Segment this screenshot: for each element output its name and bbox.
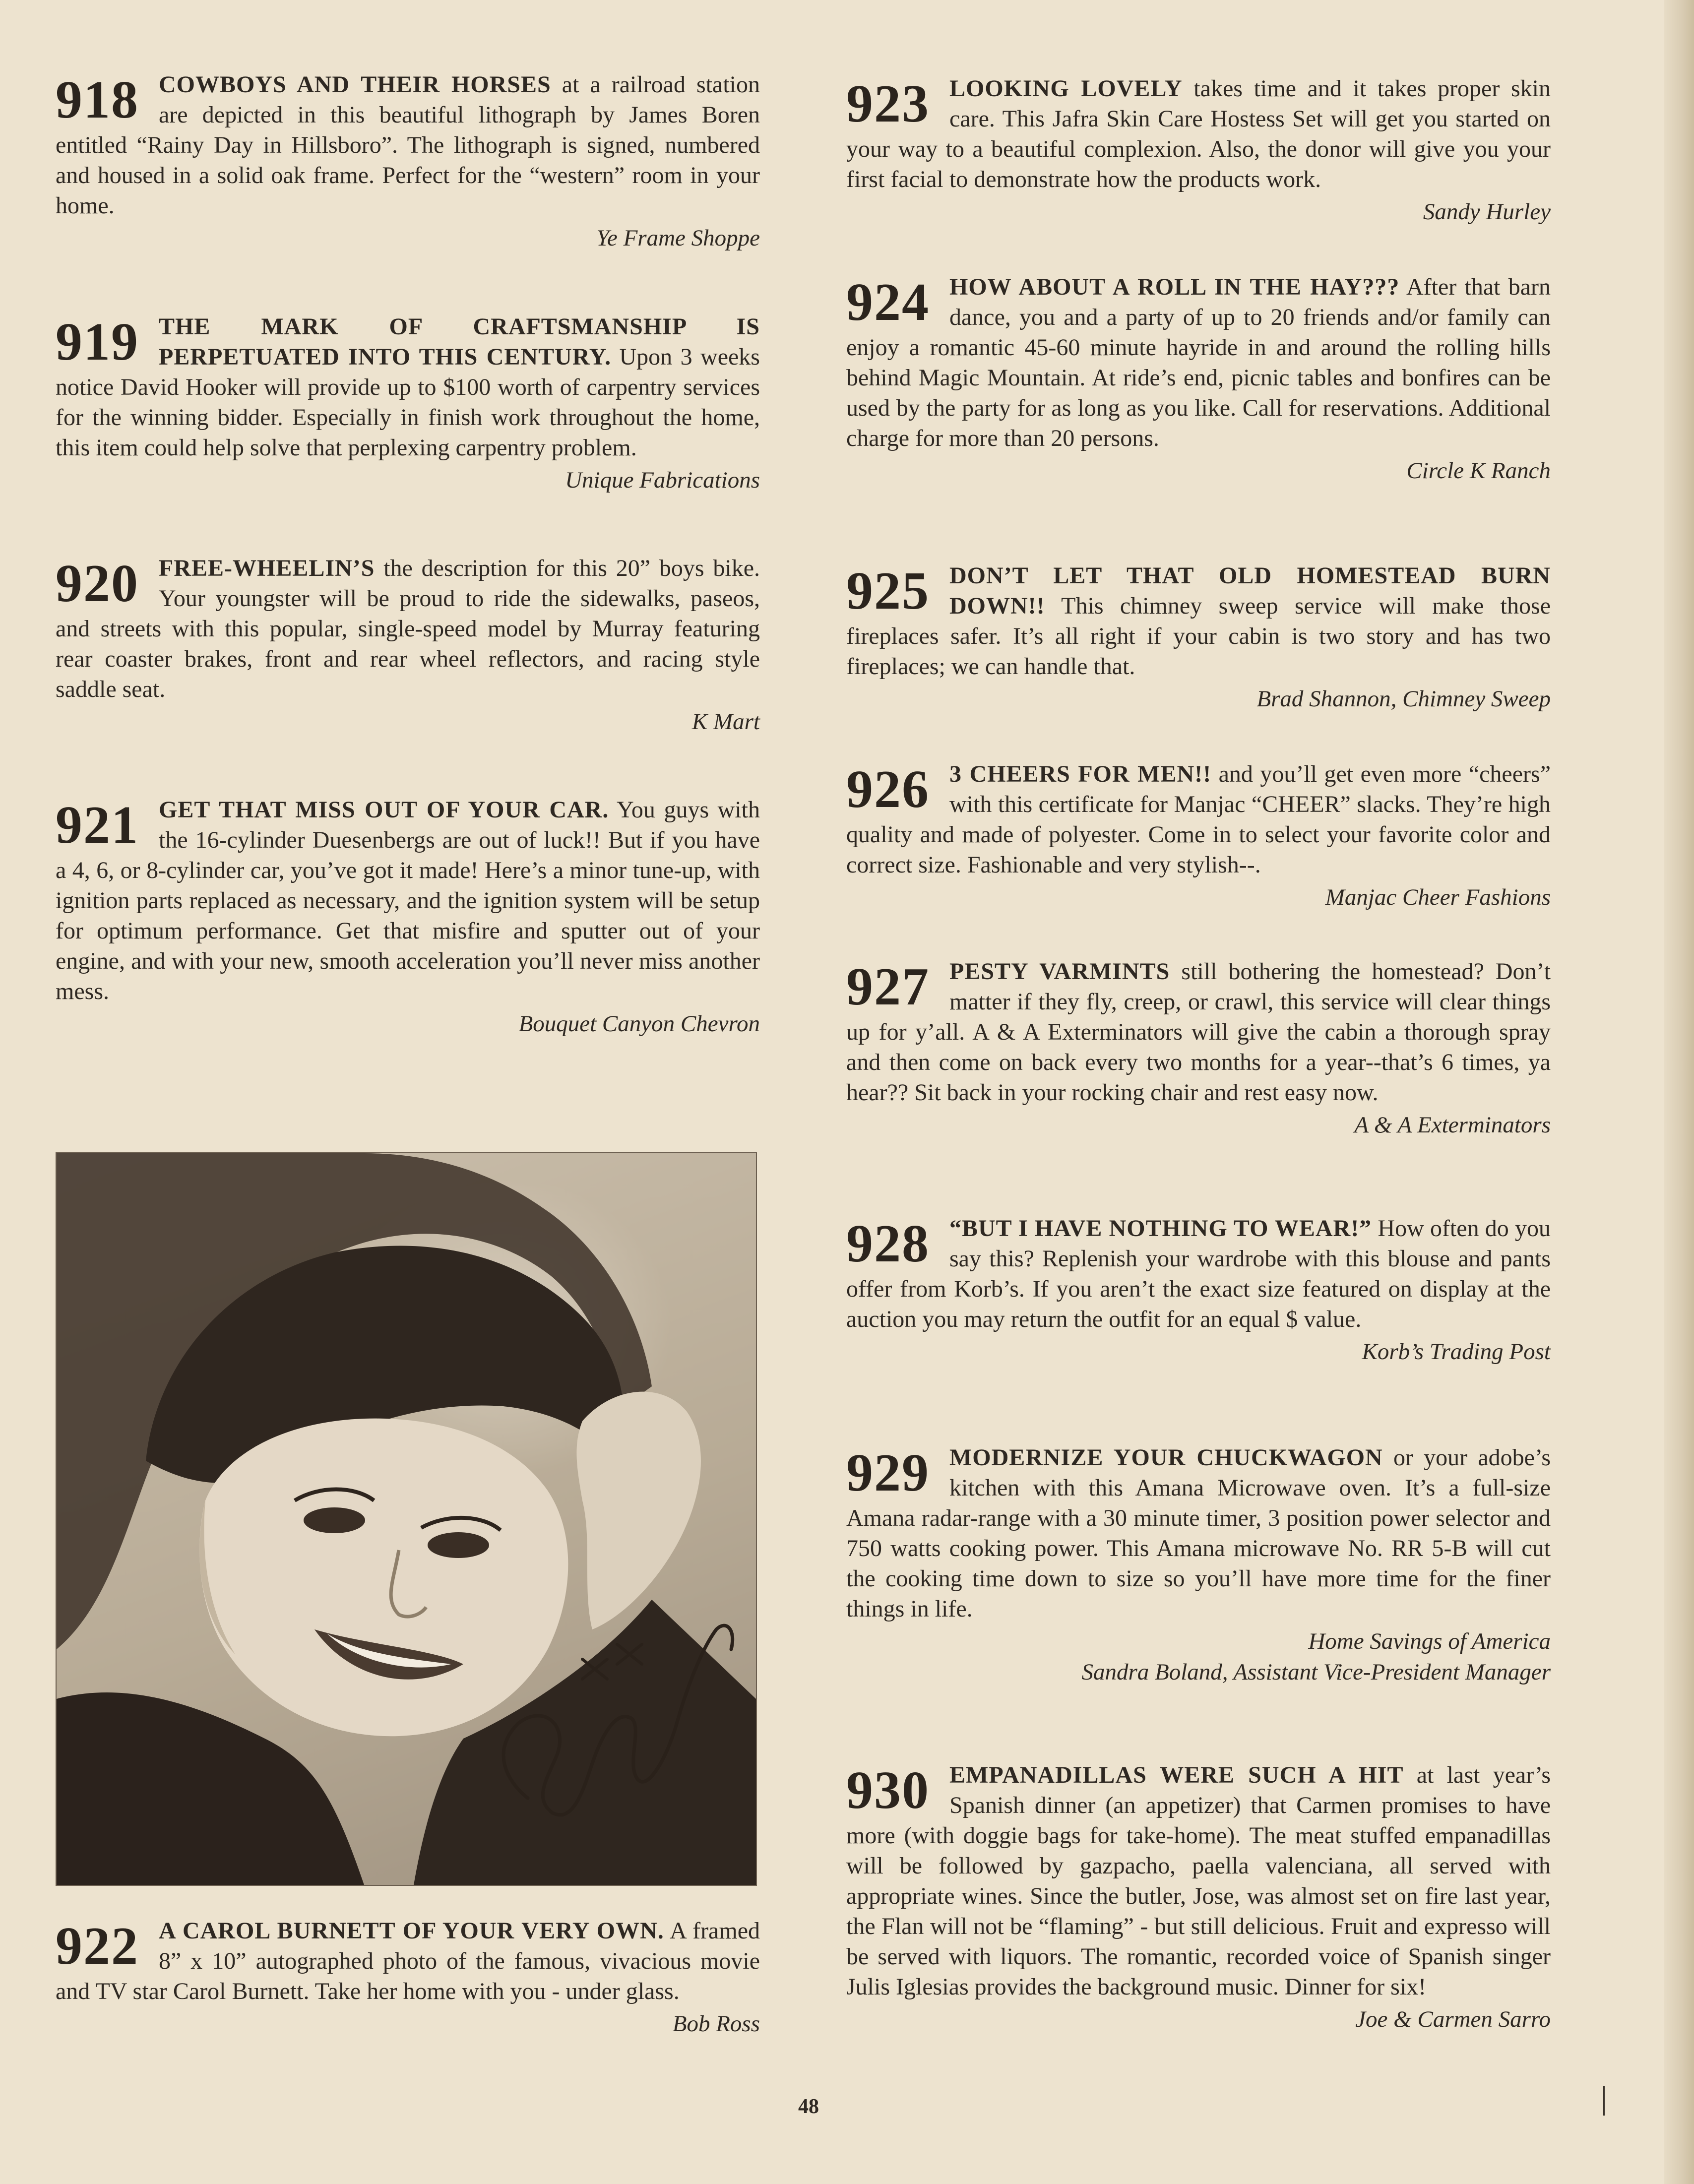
item-922 bbox=[56, 1916, 760, 2039]
item-924 bbox=[846, 272, 1551, 486]
item-919 bbox=[56, 312, 760, 496]
item-number: 928 bbox=[846, 1214, 930, 1273]
item-donor: Unique Fabrications bbox=[565, 467, 760, 493]
item-number: 920 bbox=[56, 554, 139, 613]
item-donor: Brad Shannon, Chimney Sweep bbox=[1256, 686, 1551, 712]
item-donor: Circle K Ranch bbox=[1406, 458, 1551, 484]
item-donor: Bouquet Canyon Chevron bbox=[518, 1011, 760, 1037]
item-number: 919 bbox=[56, 312, 139, 372]
item-heading: MODERNIZE YOUR CHUCKWAGON bbox=[949, 1444, 1383, 1471]
item-heading: COWBOYS AND THEIR HORSES bbox=[159, 71, 551, 98]
item-donor: Joe & Carmen Sarro bbox=[1355, 2006, 1551, 2032]
item-heading: LOOKING LOVELY bbox=[949, 75, 1183, 102]
item-930 bbox=[846, 1760, 1551, 2035]
item-925 bbox=[846, 561, 1551, 714]
item-heading: 3 CHEERS FOR MEN!! bbox=[949, 761, 1212, 787]
item-number: 930 bbox=[846, 1761, 930, 1820]
item-description: This chimney sweep service will make those fireplaces safer. It’s all right if your cabin is two story and has two fireplaces; we can handle that. bbox=[846, 593, 1551, 680]
page-spine-shadow bbox=[1664, 0, 1694, 2184]
item-donor: K Mart bbox=[691, 709, 760, 735]
item-929 bbox=[846, 1442, 1551, 1687]
item-description: After that barn dance, you and a party of up to 20 friends and/or family can enjoy a romantic 45-60 minute hayride in and around the rolling hills behind Magic Mountain. At ride’s end, picnic tables and bonfires can be used by the party for as long as you like. Call for reservations. Additional charge for more than 20 persons. bbox=[846, 274, 1551, 451]
item-heading: DON’T LET THAT OLD HOMESTEAD BURN DOWN!! bbox=[949, 562, 1551, 619]
item-number: 927 bbox=[846, 957, 930, 1016]
item-donor: Home Savings of America bbox=[1308, 1628, 1551, 1654]
item-heading: FREE-WHEELIN’S bbox=[159, 555, 375, 581]
item-heading: EMPANADILLAS WERE SUCH A HIT bbox=[949, 1762, 1404, 1788]
item-heading: THE MARK OF CRAFTSMANSHIP IS PERPETUATED INTO THIS CENTURY. bbox=[159, 313, 760, 370]
item-number: 929 bbox=[846, 1443, 930, 1502]
item-donor: Ye Frame Shoppe bbox=[596, 225, 760, 251]
item-920 bbox=[56, 553, 760, 737]
item-description: or your adobe’s kitchen with this Amana Microwave oven. It’s a full-size Amana radar-range with a 30 minute timer, 3 position power selector and 750 watts cooking power. This Amana microwave No. RR 5-B will cut the cooking time down to size so you’ll have more time for the finer things in life. bbox=[846, 1444, 1551, 1622]
item-heading: “BUT I HAVE NOTHING TO WEAR!” bbox=[949, 1215, 1372, 1242]
item-donor: A & A Exterminators bbox=[1354, 1112, 1551, 1138]
item-number: 924 bbox=[846, 273, 930, 332]
item-description: and you’ll get even more “cheers” with this certificate for Manjac “CHEER” slacks. They’re high quality and made of polyester. Come in to select your favorite color and correct size. Fashionable and very stylish--. bbox=[846, 761, 1551, 878]
item-918 bbox=[56, 69, 760, 253]
item-description: still bothering the homestead? Don’t matter if they fly, creep, or crawl, this service will clear things up for y’all. A & A Exterminators will give the cabin a thorough spray and then come on back every two months for a year--that’s 6 times, ya hear?? Sit back in your rocking chair and rest easy now. bbox=[846, 958, 1551, 1106]
item-number: 923 bbox=[846, 74, 930, 133]
item-description: How often do you say this? Replenish your wardrobe with this blouse and pants offer from Korb’s. If you aren’t the exact size featured on display at the auction you may return the outfit for an equal $ value. bbox=[846, 1215, 1551, 1332]
edge-mark bbox=[1603, 2086, 1605, 2116]
item-928 bbox=[846, 1213, 1551, 1367]
item-description: at a railroad station are depicted in this beautiful lithograph by James Boren entitled “Rainy Day in Hillsboro”. The lithograph is signed, numbered and housed in a solid oak frame. Perfect for the “western” room in your home. bbox=[56, 71, 760, 219]
item-donor: Korb’s Trading Post bbox=[1362, 1339, 1551, 1365]
item-description: You guys with the 16-cylinder Duesenbergs are out of luck!! But if you have a 4, 6, or 8-cylinder car, you’ve got it made! Here’s a minor tune-up, with ignition parts replaced as necessary, and the ignition system will be setup for optimum performance. Get that misfire and sputter out of your engine, and with your new, smooth acceleration you’ll never miss another mess. bbox=[56, 797, 760, 1004]
item-927 bbox=[846, 956, 1551, 1140]
autographed-photo bbox=[56, 1152, 757, 1886]
item-number: 922 bbox=[56, 1917, 139, 1976]
item-donor: Manjac Cheer Fashions bbox=[1325, 884, 1551, 910]
item-donor-title: Sandra Boland, Assistant Vice-President Manager bbox=[1081, 1659, 1551, 1685]
item-heading: GET THAT MISS OUT OF YOUR CAR. bbox=[159, 797, 609, 823]
item-heading: HOW ABOUT A ROLL IN THE HAY??? bbox=[949, 274, 1400, 300]
portrait-illustration bbox=[57, 1153, 756, 1885]
item-921 bbox=[56, 795, 760, 1039]
item-number: 926 bbox=[846, 760, 930, 819]
item-description: Upon 3 weeks notice David Hooker will provide up to $100 worth of carpentry services for the winning bidder. Especially in finish work throughout the home, this item could help solve that perplexing carpentry problem. bbox=[56, 344, 760, 461]
item-heading: PESTY VARMINTS bbox=[949, 958, 1170, 985]
item-923 bbox=[846, 73, 1551, 227]
item-926 bbox=[846, 759, 1551, 913]
item-number: 925 bbox=[846, 562, 930, 621]
item-description: A framed 8” x 10” autographed photo of the famous, vivacious movie and TV star Carol Burnett. Take her home with you - under glass. bbox=[56, 1918, 760, 2004]
item-number: 918 bbox=[56, 70, 139, 129]
item-description: the description for this 20” boys bike. Your youngster will be proud to ride the sidewalks, paseos, and streets with this popular, single-speed model by Murray featuring rear coaster brakes, front and rear wheel reflectors, and racing style saddle seat. bbox=[56, 555, 760, 702]
item-description: takes time and it takes proper skin care. This Jafra Skin Care Hostess Set will get you started on your way to a beautiful complexion. Also, the donor will give you your first facial to demonstrate how the products work. bbox=[846, 75, 1551, 192]
item-heading: A CAROL BURNETT OF YOUR VERY OWN. bbox=[159, 1918, 664, 1944]
item-donor: Sandy Hurley bbox=[1423, 199, 1551, 225]
item-description: at last year’s Spanish dinner (an appetizer) that Carmen promises to have more (with doggie bags for take-home). The meat stuffed empanadillas will be followed by gazpacho, paella valenciana, all served with appropriate wines. Since the butler, Jose, was almost set on fire last year, the Flan will not be “flaming” - but still delicious. Fruit and expresso will be served with liquors. The romantic, recorded voice of Spanish singer Julis Iglesias provides the background music. Dinner for six! bbox=[846, 1762, 1551, 2000]
item-donor: Bob Ross bbox=[672, 2011, 760, 2037]
page-number: 48 bbox=[798, 2095, 819, 2118]
item-number: 921 bbox=[56, 796, 139, 855]
